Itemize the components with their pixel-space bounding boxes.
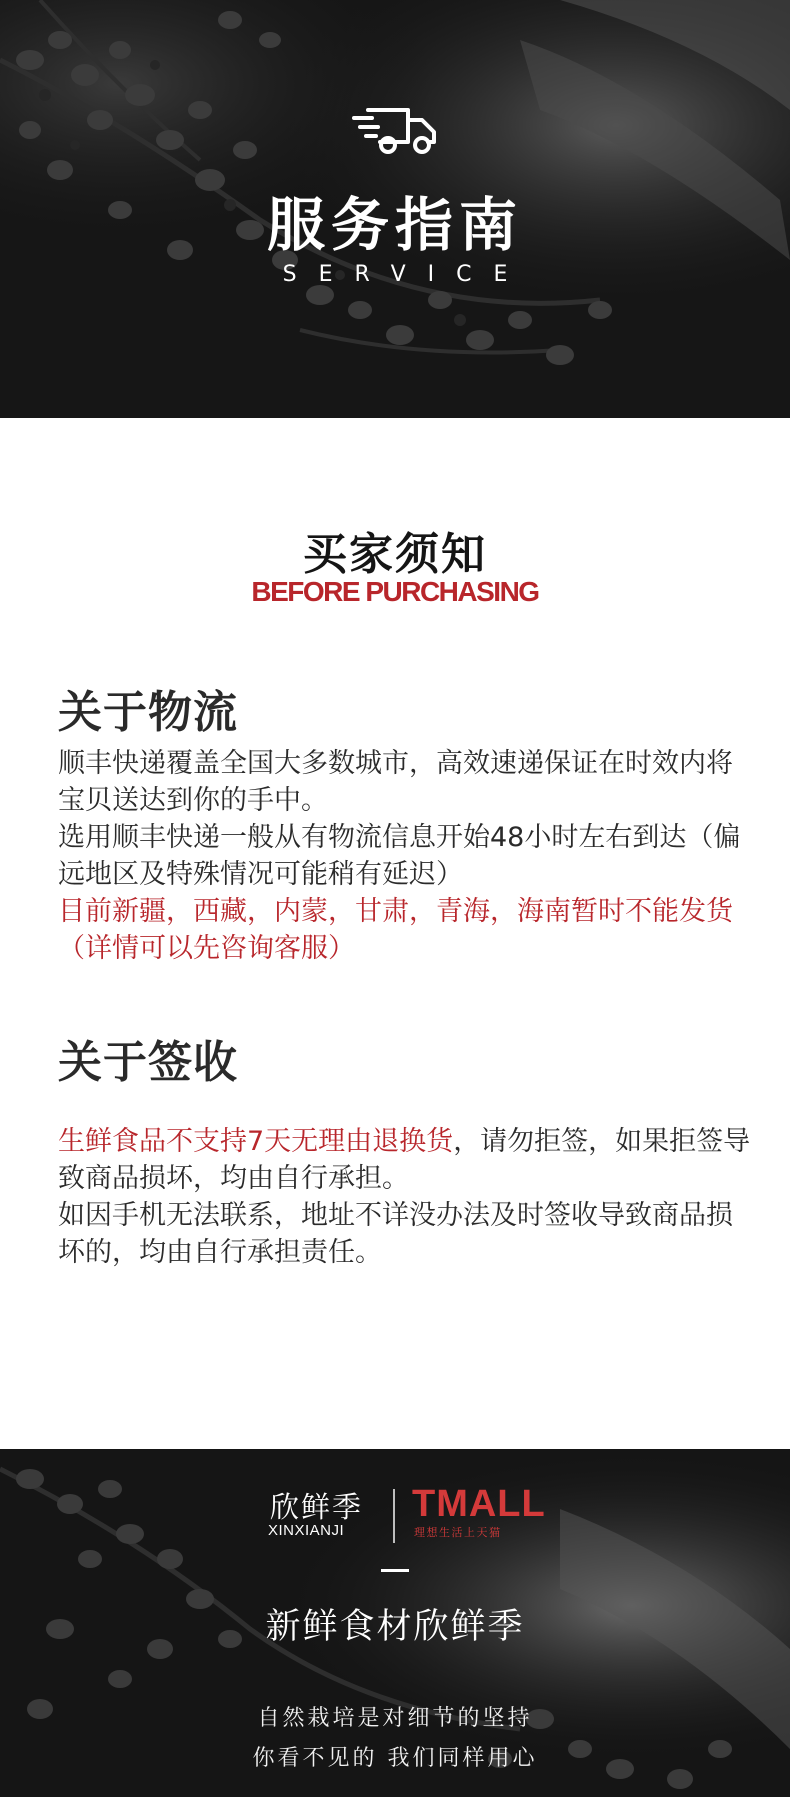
signing-line-2: 如因手机无法联系，地址不详没办法及时签收导致商品损坏的，均由自行承担责任。 xyxy=(58,1200,733,1268)
logistics-line-1: 顺丰快递覆盖全国大多数城市，高效速递保证在时效内将宝贝送达到你的手中。 xyxy=(58,748,733,816)
delivery-truck-icon xyxy=(350,100,440,160)
tmall-logo: TMALL xyxy=(412,1483,546,1525)
notice-title: 买家须知 xyxy=(303,529,487,580)
hero-title: 服务指南 xyxy=(266,191,523,259)
logistics-text xyxy=(58,745,758,967)
logistics-warning: 目前新疆，西藏，内蒙，甘肃，青海，海南暂时不能发货（详情可以先咨询客服） xyxy=(58,896,733,964)
brand-divider xyxy=(393,1489,395,1543)
signing-line-1-rest: ，请勿拒签，如果拒签导致商品损坏，均由自行承担。 xyxy=(58,1126,751,1194)
signing-warning: 生鲜食品不支持7天无理由退换货 xyxy=(58,1126,454,1157)
footer-slogan: 新鲜食材欣鲜季 xyxy=(265,1607,525,1647)
brand-name: 欣鲜季 xyxy=(270,1490,364,1524)
hero-banner xyxy=(0,0,790,418)
hero-subtitle: SERVICE xyxy=(282,262,530,287)
footer-divider xyxy=(381,1569,409,1572)
brand-pinyin: XINXIANJI xyxy=(268,1522,345,1539)
signing-heading: 关于签收 xyxy=(58,1037,238,1088)
logistics-line-2: 选用顺丰快递一般从有物流信息开始48小时左右到达（偏远地区及特殊情况可能稍有延迟） xyxy=(58,822,741,890)
notice-subtitle: BEFORE PURCHASING xyxy=(251,576,539,607)
footer-line-1: 自然栽培是对细节的坚持 xyxy=(257,1706,533,1731)
logistics-heading: 关于物流 xyxy=(58,687,238,738)
tmall-tagline: 理想生活上天猫 xyxy=(414,1526,502,1539)
signing-line-1 xyxy=(58,1123,758,1197)
signing-text xyxy=(58,1123,758,1271)
footer-line-2: 你看不见的 我们同样用心 xyxy=(252,1746,538,1771)
footer-banner xyxy=(0,1449,790,1797)
